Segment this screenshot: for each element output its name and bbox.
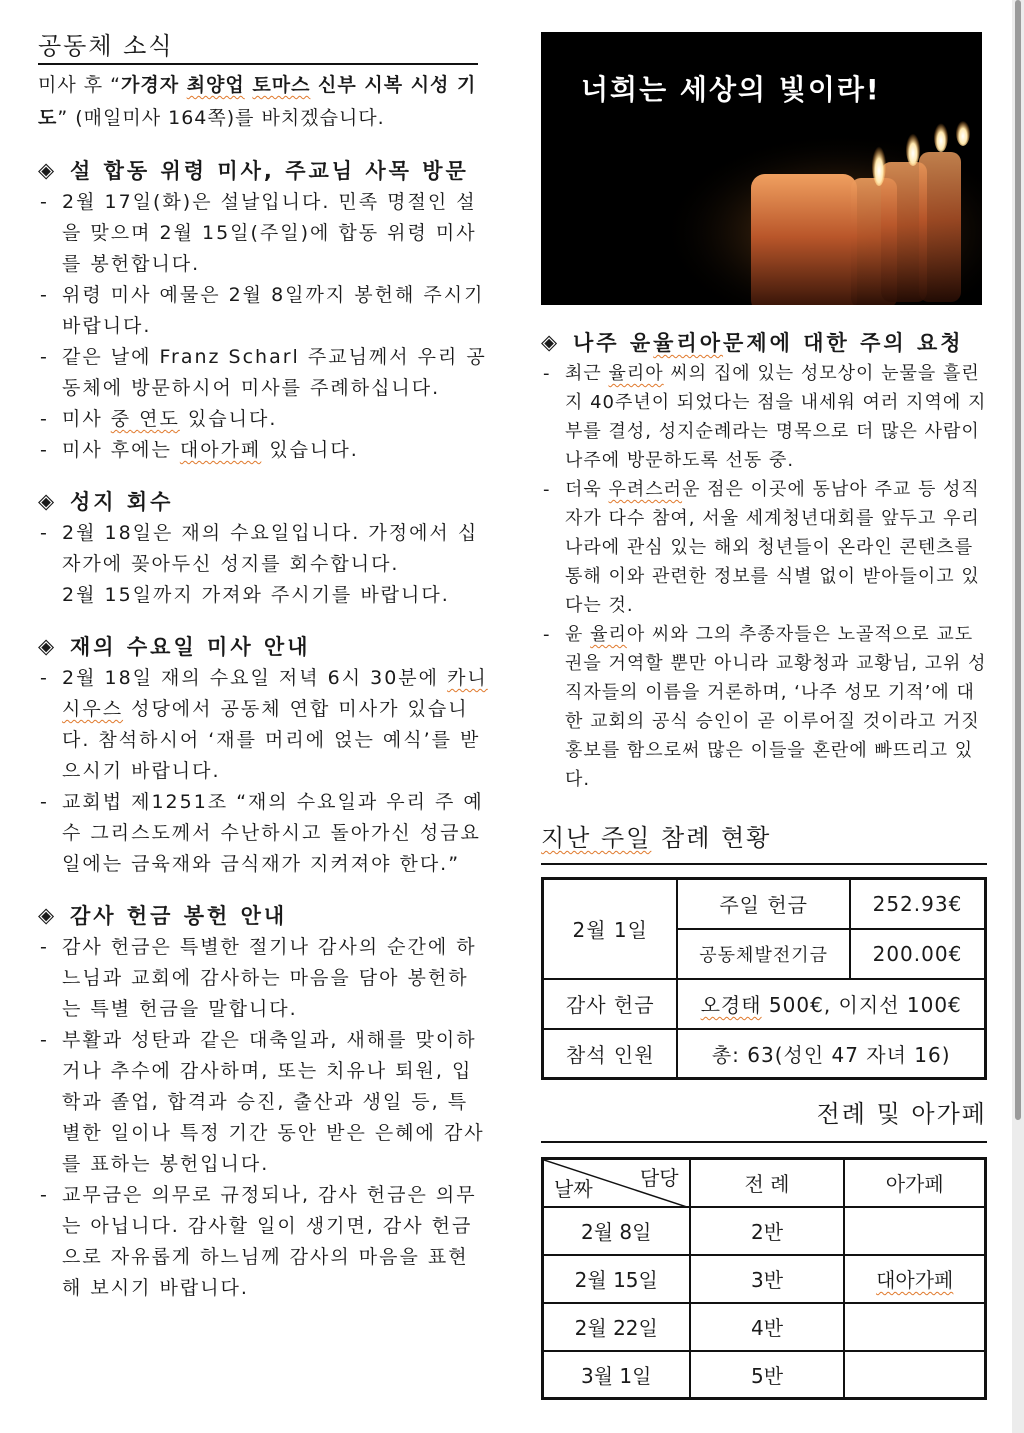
list-item: - 최근 율리아 씨의 집에 있는 성모상이 눈물을 흘린 지 40주년이 되었다는 점을 내세워 여러 지역에 지부를 결성, 성지순례라는 명목으로 더 많은 사람이 나주에 방문하도록 선동 중. xyxy=(541,359,987,475)
header-role: 담당 xyxy=(639,1166,679,1190)
table-cell: 오경태 500€, 이지선 100€ xyxy=(677,979,985,1029)
list-item: - 윤 율리아 씨와 그의 추종자들은 노골적으로 교도권을 거역할 뿐만 아니라 교황청과 교황님, 고위 성직자들의 이름을 거론하며, ‘나주 성모 기적’에 대한 교회의 공식 승인이 곧 이루어질 것이라고 거짓 홍보를 함으로써 많은 이들을 혼란에 빠뜨리고 있다. xyxy=(541,620,987,794)
list-item: - 미사 중 연도 있습니다. xyxy=(38,404,488,435)
attendance-table xyxy=(541,877,987,1080)
section-heading-palm-collection: ◈ 성지 회수 xyxy=(38,489,174,514)
table-cell: 주일 헌금 xyxy=(677,879,850,929)
header-liturgy: 전 례 xyxy=(690,1159,845,1207)
table-cell: 2월 15일 xyxy=(543,1255,690,1303)
page-title: 공동체 소식 xyxy=(38,26,478,65)
table-cell: 공동체발전기금 xyxy=(677,929,850,979)
scrollbar[interactable] xyxy=(1012,0,1024,1433)
list-item: - 더욱 우려스러운 점은 이곳에 동남아 주교 등 성직자가 다수 참여, 서울 세계청년대회를 앞두고 우리나라에 관심 있는 해외 청년들이 온라인 콘텐츠를 통해 이와 관련한 정보를 식별 없이 받아들이고 있다는 것. xyxy=(541,475,987,620)
candles-image xyxy=(541,32,982,305)
corner-header xyxy=(543,1159,690,1207)
attendance-date: 2월 1일 xyxy=(543,879,678,979)
table-cell xyxy=(844,1303,985,1351)
list-item: 2월 15일까지 가져와 주시기를 바랍니다. xyxy=(62,584,450,606)
naju-warning-list xyxy=(541,359,987,794)
list-item: - 부활과 성탄과 같은 대축일과, 새해를 맞이하거나 추수에 감사하며, 또는 치유나 퇴원, 입학과 졸업, 합격과 승진, 출산과 생일 등, 특별한 일이나 특정 기간 동안 받은 은혜에 감사를 표하는 봉헌입니다. xyxy=(38,1025,488,1180)
right-column xyxy=(541,32,987,1400)
table-cell: 감사 헌금 xyxy=(543,979,678,1029)
table-cell: 참석 인원 xyxy=(543,1029,678,1079)
diamond-bullet-icon: ◈ xyxy=(38,903,58,927)
table-row xyxy=(543,1303,986,1351)
ash-wednesday-list xyxy=(38,663,488,880)
thanksgiving-offering-list xyxy=(38,932,488,1304)
list-item: - 2월 18일은 재의 수요일입니다. 가정에서 십자가에 꽂아두신 성지를 회수합니다. xyxy=(38,518,488,580)
table-header-row xyxy=(543,1159,986,1207)
list-item: - 교회법 제1251조 “재의 수요일과 우리 주 예수 그리스도께서 수난하시고 돌아가신 성금요일에는 금육재와 금식재가 지켜져야 한다.” xyxy=(38,787,488,880)
photo-caption: 너희는 세상의 빛이라! xyxy=(581,73,881,106)
table-cell: 2반 xyxy=(690,1207,845,1255)
table-cell: 5반 xyxy=(690,1351,845,1399)
header-date: 날짜 xyxy=(554,1176,593,1201)
table-row xyxy=(543,1029,986,1079)
list-item: - 감사 헌금은 특별한 절기나 감사의 순간에 하느님과 교회에 감사하는 마음을 담아 봉헌하는 특별 헌금을 말합니다. xyxy=(38,932,488,1025)
table-row xyxy=(543,1255,986,1303)
table-cell: 2월 22일 xyxy=(543,1303,690,1351)
table-row xyxy=(543,1207,986,1255)
diamond-bullet-icon: ◈ xyxy=(541,330,561,354)
attendance-title: 지난 주일 참례 현황 xyxy=(541,818,987,865)
palm-collection-list xyxy=(38,518,488,611)
diamond-bullet-icon: ◈ xyxy=(38,489,58,513)
lunar-new-year-list xyxy=(38,187,488,466)
table-cell: 대아가페 xyxy=(844,1255,985,1303)
intro-text: 미사 후 “가경자 최양업 토마스 신부 시복 시성 기도” (매일미사 164쪽)를 바치겠습니다. xyxy=(38,74,477,129)
table-cell: 4반 xyxy=(690,1303,845,1351)
duty-title: 전례 및 아가페 xyxy=(541,1094,987,1143)
section-heading-thanksgiving-offering: ◈ 감사 헌금 봉헌 안내 xyxy=(38,903,288,928)
diamond-bullet-icon: ◈ xyxy=(38,158,58,182)
table-row xyxy=(543,879,986,929)
left-column xyxy=(38,26,488,1304)
section-heading-lunar-new-year: ◈ 설 합동 위령 미사, 주교님 사목 방문 xyxy=(38,158,469,183)
list-item: - 같은 날에 Franz Scharl 주교님께서 우리 공동체에 방문하시어 미사를 주례하십니다. xyxy=(38,342,488,404)
section-heading-ash-wednesday: ◈ 재의 수요일 미사 안내 xyxy=(38,634,311,659)
list-item: - 위령 미사 예물은 2월 8일까지 봉헌해 주시기 바랍니다. xyxy=(38,280,488,342)
table-cell: 3월 1일 xyxy=(543,1351,690,1399)
table-cell: 총: 63(성인 47 자녀 16) xyxy=(677,1029,985,1079)
list-item: - 교무금은 의무로 규정되나, 감사 헌금은 의무는 아닙니다. 감사할 일이 생기면, 감사 헌금으로 자유롭게 하느님께 감사의 마음을 표현해 보시기 바랍니다. xyxy=(38,1180,488,1304)
table-cell: 200.00€ xyxy=(850,929,986,979)
section-heading-naju-warning: ◈ 나주 윤 율리아 문제에 대한 주의 요청 xyxy=(541,330,964,355)
table-row xyxy=(543,979,986,1029)
table-row xyxy=(543,1351,986,1399)
list-item: - 미사 후에는 대아가페 있습니다. xyxy=(38,435,488,466)
list-item: - 2월 18일 재의 수요일 저녁 6시 30분에 카니시우스 성당에서 공동체 연합 미사가 있습니다. 참석하시어 ‘재를 머리에 얹는 예식’를 받으시기 바랍니다. xyxy=(38,663,488,787)
table-cell: 2월 8일 xyxy=(543,1207,690,1255)
table-cell: 3반 xyxy=(690,1255,845,1303)
header-agape: 아가페 xyxy=(844,1159,985,1207)
list-item: - 2월 17일(화)은 설날입니다. 민족 명절인 설을 맞으며 2월 15일(주일)에 합동 위령 미사를 봉헌합니다. xyxy=(38,187,488,280)
table-cell xyxy=(844,1207,985,1255)
scrollbar-thumb[interactable] xyxy=(1015,0,1021,1120)
duty-table xyxy=(541,1157,987,1400)
diamond-bullet-icon: ◈ xyxy=(38,634,58,658)
table-cell xyxy=(844,1351,985,1399)
table-cell: 252.93€ xyxy=(850,879,986,929)
